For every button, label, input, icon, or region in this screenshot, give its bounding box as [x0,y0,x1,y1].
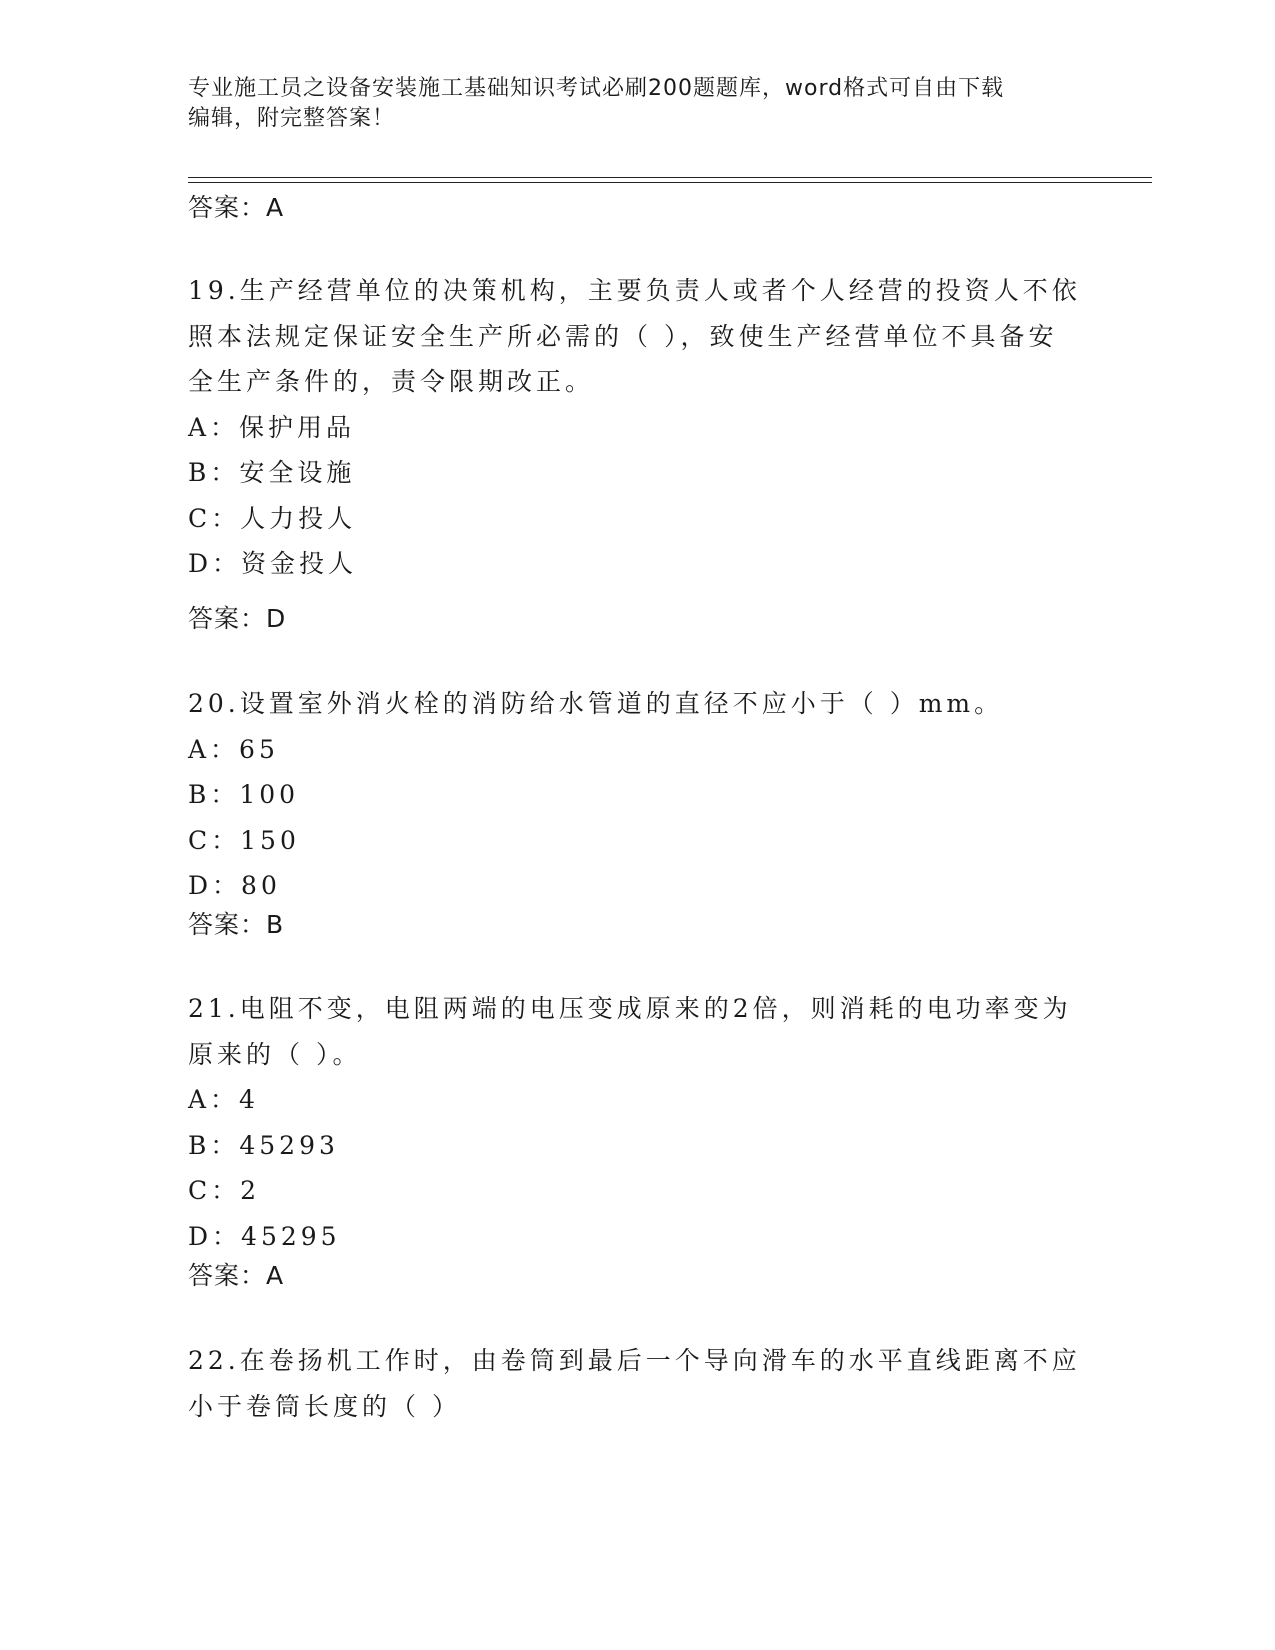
question-19-line-1: 19.生产经营单位的决策机构，主要负责人或者个人经营的投资人不依 [188,276,1081,305]
question-20-option-b: B：100 [188,780,300,809]
question-20-option-c: C：150 [188,825,300,855]
question-19-option-b: B：安全设施 [188,458,356,487]
question-21-answer: 答案：A [188,1261,285,1290]
question-20-option-d: D：80 [188,871,281,900]
document-header [188,74,1068,134]
header-divider-top [188,177,1152,178]
question-22 [188,1338,1088,1429]
question-19-answer: 答案：D [188,604,287,633]
question-21-option-d: D：45295 [188,1221,341,1251]
question-21-line-2: 原来的（ ）。 [188,1039,362,1069]
previous-answer: 答案：A [188,193,285,222]
question-22-line-2: 小于卷筒长度的（ ） [188,1391,461,1421]
question-20-option-a: A：65 [188,734,279,764]
question-20 [188,681,1088,909]
question-19-line-2: 照本法规定保证安全生产所必需的（ ），致使生产经营单位不具备安 [188,321,1058,351]
question-19-option-c: C：人力投人 [188,503,357,533]
question-21-option-c: C：2 [188,1176,261,1205]
question-21-option-b: B：45293 [188,1130,339,1160]
question-19 [188,268,1088,587]
question-19-option-d: D：资金投人 [188,549,358,578]
header-line-1: 专业施工员之设备安装施工基础知识考试必刷200题题库，word格式可自由下载 [188,76,1005,101]
question-19-option-a: A：保护用品 [188,412,356,442]
question-21 [188,986,1088,1259]
question-19-line-3: 全生产条件的，责令限期改正。 [188,367,595,396]
question-21-line-1: 21.电阻不变，电阻两端的电压变成原来的2倍，则消耗的电功率变为 [188,994,1072,1023]
question-22-line-1: 22.在卷扬机工作时，由卷筒到最后一个导向滑车的水平直线距离不应 [188,1346,1081,1375]
question-20-answer: 答案：B [188,910,285,939]
header-line-2: 编辑，附完整答案！ [188,106,396,131]
question-20-line-1: 20.设置室外消火栓的消防给水管道的直径不应小于（ ）mm。 [188,689,1004,718]
header-divider-bottom [188,182,1152,183]
question-21-option-a: A：4 [188,1085,259,1114]
